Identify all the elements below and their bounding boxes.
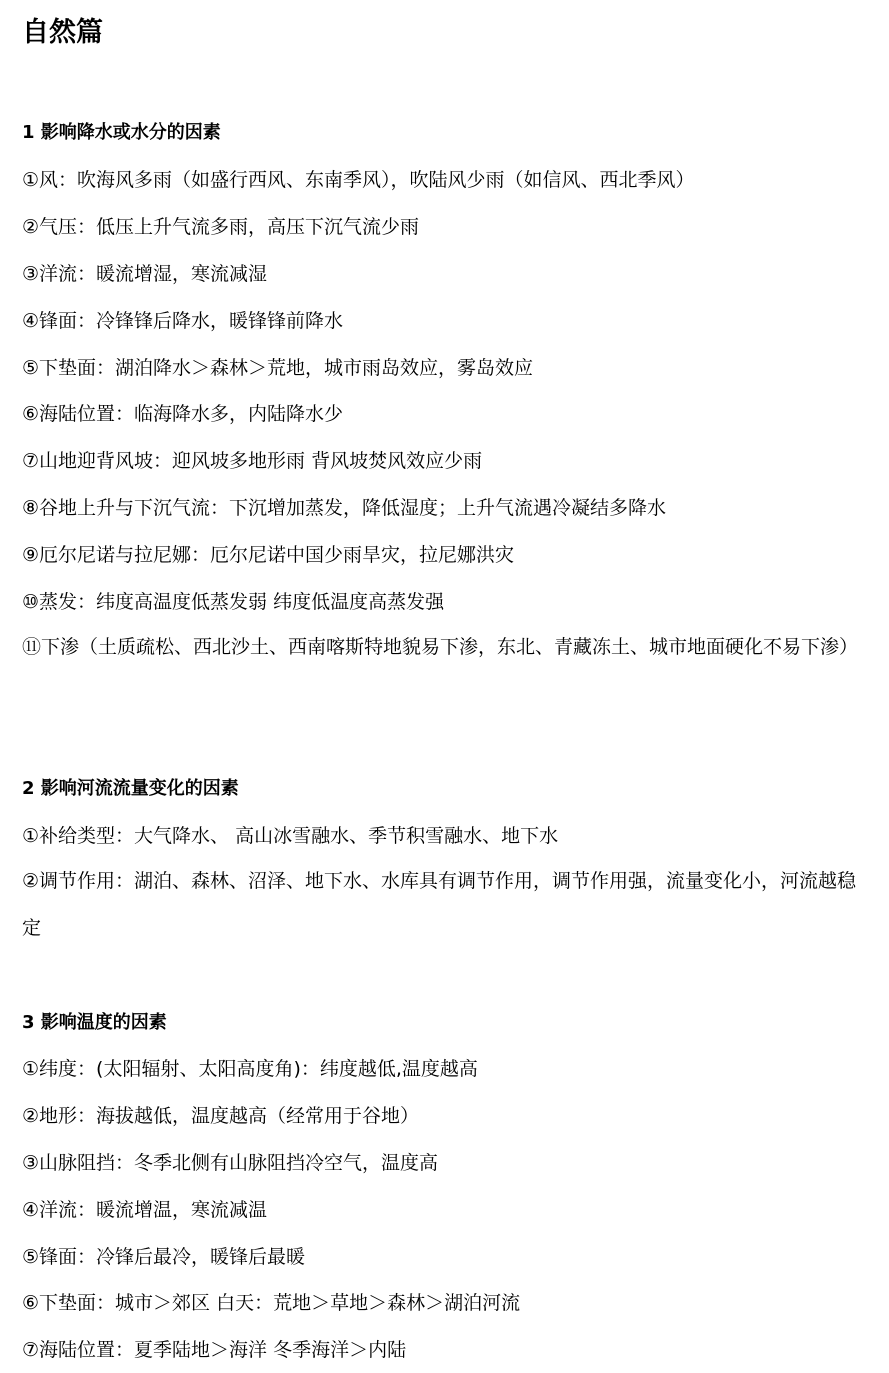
list-item: ①风：吹海风多雨（如盛行西风、东南季风），吹陆风少雨（如信风、西北季风） <box>22 169 695 191</box>
list-item: ①补给类型：大气降水、 高山冰雪融水、季节积雪融水、地下水 <box>22 825 559 847</box>
section-heading-precipitation: 1 影响降水或水分的因素 <box>22 122 221 143</box>
list-item: ⑨厄尔尼诺与拉尼娜：厄尔尼诺中国少雨旱灾，拉尼娜洪灾 <box>22 544 515 566</box>
list-item: ④锋面：冷锋锋后降水，暖锋锋前降水 <box>22 310 344 332</box>
list-item: ⑪下渗（土质疏松、西北沙土、西南喀斯特地貌易下渗，东北、青藏冻土、城市地面硬化不易下渗） <box>22 636 859 658</box>
page-title: 自然篇 <box>22 17 103 48</box>
list-item: ③洋流：暖流增湿，寒流减湿 <box>22 263 268 285</box>
section-heading-temperature: 3 影响温度的因素 <box>22 1012 167 1033</box>
list-item: ②调节作用：湖泊、森林、沼泽、地下水、水库具有调节作用，调节作用强，流量变化小，河流越稳定 <box>22 870 857 939</box>
list-item: ⑥下垫面：城市＞郊区 白天：荒地＞草地＞森林＞湖泊河流 <box>22 1292 521 1314</box>
list-item: ②地形：海拔越低，温度越高（经常用于谷地） <box>22 1105 420 1127</box>
list-item: ⑩蒸发：纬度高温度低蒸发弱 纬度低温度高蒸发强 <box>22 591 445 613</box>
list-item: ③山脉阻挡：冬季北侧有山脉阻挡冷空气，温度高 <box>22 1152 439 1174</box>
list-item: ⑥海陆位置：临海降水多，内陆降水少 <box>22 403 344 425</box>
list-item: ①纬度：(太阳辐射、太阳高度角)：纬度越低,温度越高 <box>22 1058 478 1080</box>
list-item: ②气压：低压上升气流多雨，高压下沉气流少雨 <box>22 216 420 238</box>
list-item: ⑤下垫面：湖泊降水＞森林＞荒地，城市雨岛效应，雾岛效应 <box>22 357 534 379</box>
list-item: ⑦海陆位置：夏季陆地＞海洋 冬季海洋＞内陆 <box>22 1339 407 1361</box>
section-heading-river-flow: 2 影响河流流量变化的因素 <box>22 778 239 799</box>
list-item: ⑤锋面：冷锋后最冷，暖锋后最暖 <box>22 1246 306 1268</box>
list-item: ④洋流：暖流增温，寒流减温 <box>22 1199 268 1221</box>
list-item: ⑦山地迎背风坡：迎风坡多地形雨 背风坡焚风效应少雨 <box>22 450 483 472</box>
list-item: ⑧谷地上升与下沉气流：下沉增加蒸发，降低湿度；上升气流遇冷凝结多降水 <box>22 497 667 519</box>
